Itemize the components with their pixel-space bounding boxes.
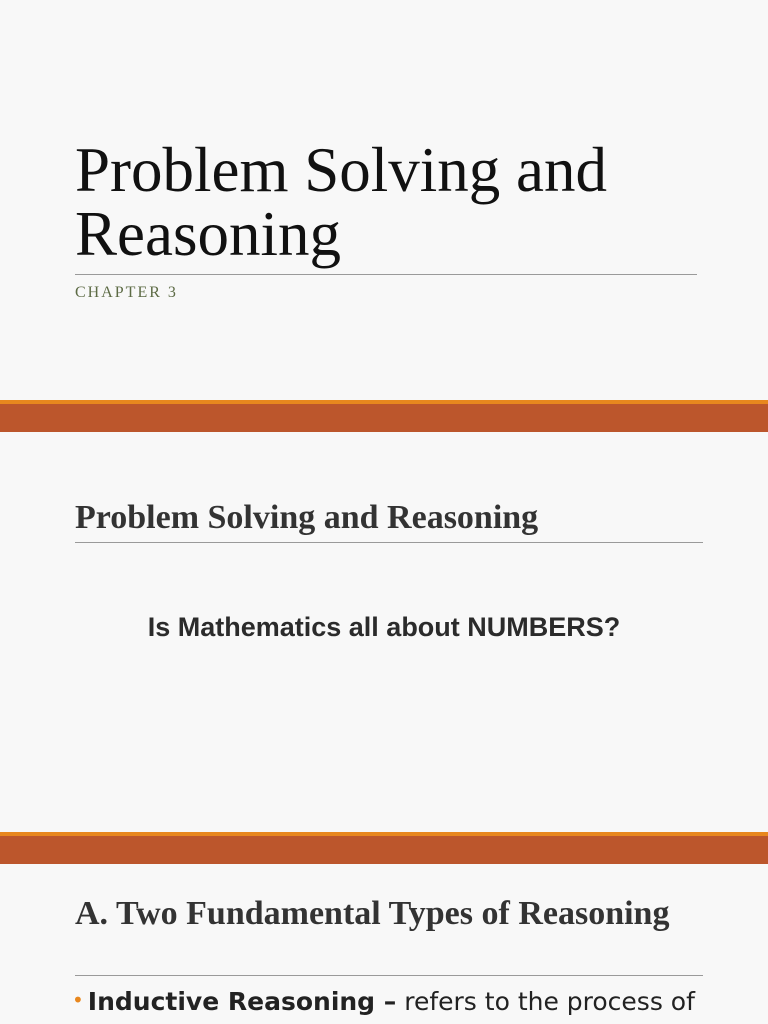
bullet-item bbox=[72, 980, 732, 1022]
slide-separator bbox=[0, 400, 768, 432]
slide-separator bbox=[0, 832, 768, 864]
bullet-text: refers to the process of bbox=[396, 987, 695, 1016]
slide-subtitle: CHAPTER 3 bbox=[75, 284, 178, 301]
slide-question bbox=[0, 432, 768, 832]
bullet-term: Inductive Reasoning – bbox=[87, 987, 397, 1016]
slide-heading: Problem Solving and Reasoning bbox=[75, 499, 539, 536]
question-text: Is Mathematics all about NUMBERS? bbox=[147, 612, 621, 642]
bullet-icon: • bbox=[72, 988, 84, 1012]
heading-divider bbox=[75, 975, 703, 976]
slide-title-heading: Problem Solving and Reasoning bbox=[75, 135, 607, 269]
slide-title bbox=[0, 0, 768, 400]
title-divider bbox=[75, 274, 697, 275]
slide-reasoning-types bbox=[0, 864, 768, 1024]
heading-divider bbox=[75, 542, 703, 543]
slide-heading: A. Two Fundamental Types of Reasoning bbox=[75, 895, 670, 932]
